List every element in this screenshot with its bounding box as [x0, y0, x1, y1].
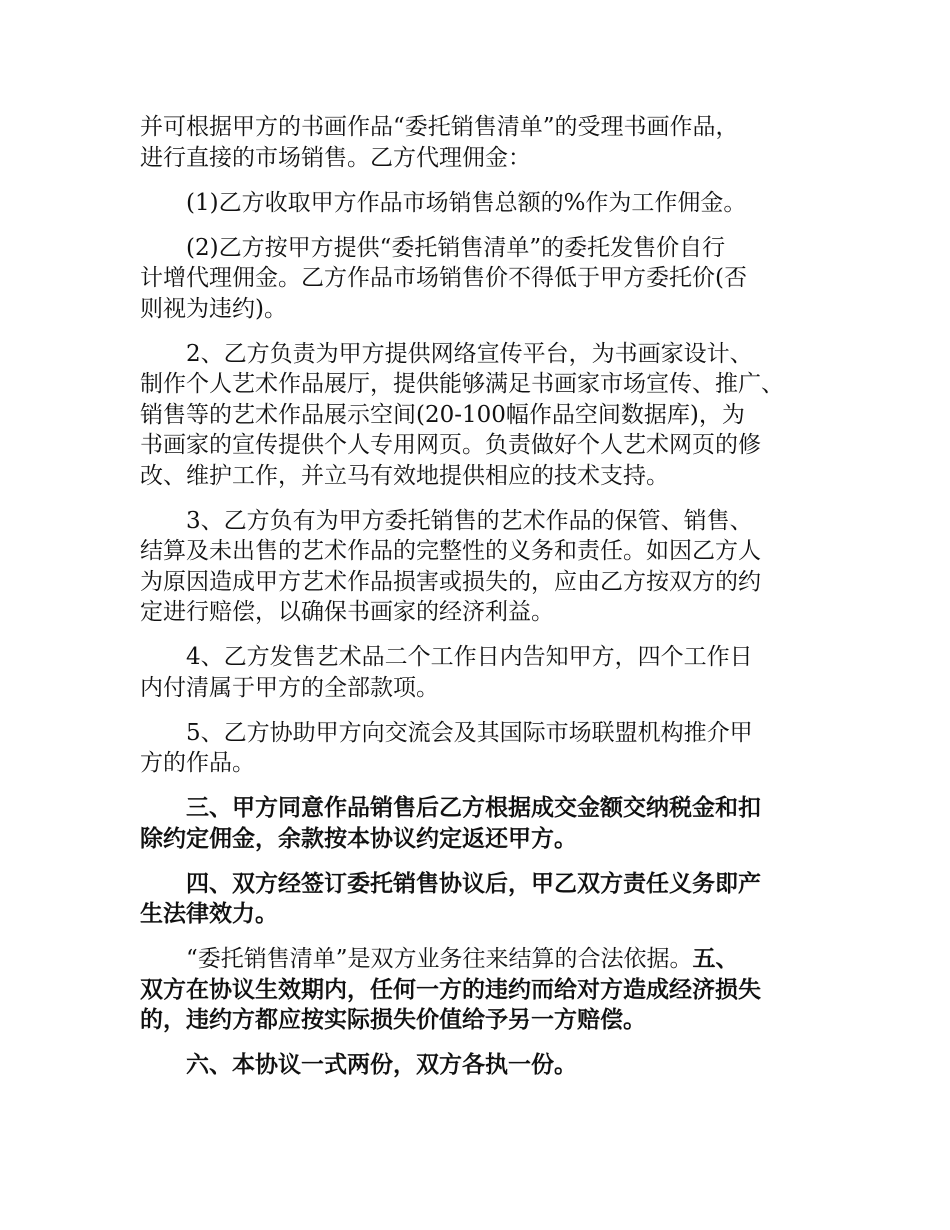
text-line: 定进行赔偿，以确保书画家的经济利益。: [140, 599, 554, 625]
document-body: [140, 112, 828, 1095]
text-span-normal: “委托销售清单”是双方业务往来结算的合法依据。: [186, 946, 693, 972]
paragraph-section-5: [140, 944, 828, 1036]
text-line: 内付清属于甲方的全部款项。: [140, 674, 439, 701]
text-line: 六、本协议一式两份，双方各执一份。: [186, 1052, 577, 1078]
paragraph-clause-1: [140, 188, 828, 219]
paragraph-clause-2: [140, 233, 828, 325]
paragraph-item-2: [140, 339, 828, 492]
text-line: 双方在协议生效期内，任何一方的违约而给对方造成经济损失: [140, 976, 761, 1003]
text-line: 进行直接的市场销售。乙方代理佣金：: [140, 144, 531, 171]
text-line: 销售等的艺术作品展示空间(20-100幅作品空间数据库)，为: [140, 401, 745, 428]
text-line: 的，违约方都应按实际损失价值给予另一方赔偿。: [140, 1007, 646, 1033]
paragraph-item-3: [140, 506, 828, 628]
paragraph-section-4: [140, 869, 828, 930]
text-line: 为原因造成甲方艺术作品损害或损失的，应由乙方按双方的约: [140, 568, 761, 595]
text-span-bold: 五、: [692, 946, 739, 972]
paragraph-item-5: [140, 718, 828, 779]
text-line: 结算及未出售的艺术作品的完整性的义务和责任。如因乙方人: [140, 538, 761, 564]
text-line: 除约定佣金，余款按本协议约定返还甲方。: [140, 825, 577, 852]
paragraph-commission-intro: [140, 112, 828, 173]
text-line: 则视为违约)。: [140, 295, 287, 322]
text-line: 三、甲方同意作品销售后乙方根据成交金额交纳税金和扣: [186, 795, 761, 821]
text-line: 3、乙方负有为甲方委托销售的艺术作品的保管、销售、: [186, 507, 753, 534]
text-line: 四、双方经签订委托销售协议后，甲乙双方责任义务即产: [186, 870, 761, 897]
text-line: 4、乙方发售艺术品二个工作日内告知甲方，四个工作日: [186, 644, 753, 670]
text-line: (1)乙方收取甲方作品市场销售总额的%作为工作佣金。: [186, 189, 747, 216]
text-line: 生法律效力。: [140, 901, 278, 927]
text-line: 制作个人艺术作品展厅，提供能够满足书画家市场宣传、推广、: [140, 371, 784, 397]
paragraph-item-4: [140, 642, 828, 703]
paragraph-section-6: [140, 1050, 828, 1081]
text-line: 2、乙方负责为甲方提供网络宣传平台，为书画家设计、: [186, 340, 753, 367]
text-line: (2)乙方按甲方提供“委托销售清单”的委托发售价自行: [186, 234, 726, 261]
text-line: 方的作品。: [140, 750, 255, 776]
text-line: 5、乙方协助甲方向交流会及其国际市场联盟机构推介甲: [186, 719, 753, 746]
paragraph-section-3: [140, 793, 828, 854]
text-line: 并可根据甲方的书画作品“委托销售清单”的受理书画作品，: [140, 114, 739, 140]
text-line: [140, 944, 828, 975]
text-line: 书画家的宣传提供个人专用网页。负责做好个人艺术网页的修: [140, 432, 761, 458]
text-line: 计增代理佣金。乙方作品市场销售价不得低于甲方委托价(否: [140, 265, 747, 291]
text-line: 改、维护工作，并立马有效地提供相应的技术支持。: [140, 462, 669, 489]
